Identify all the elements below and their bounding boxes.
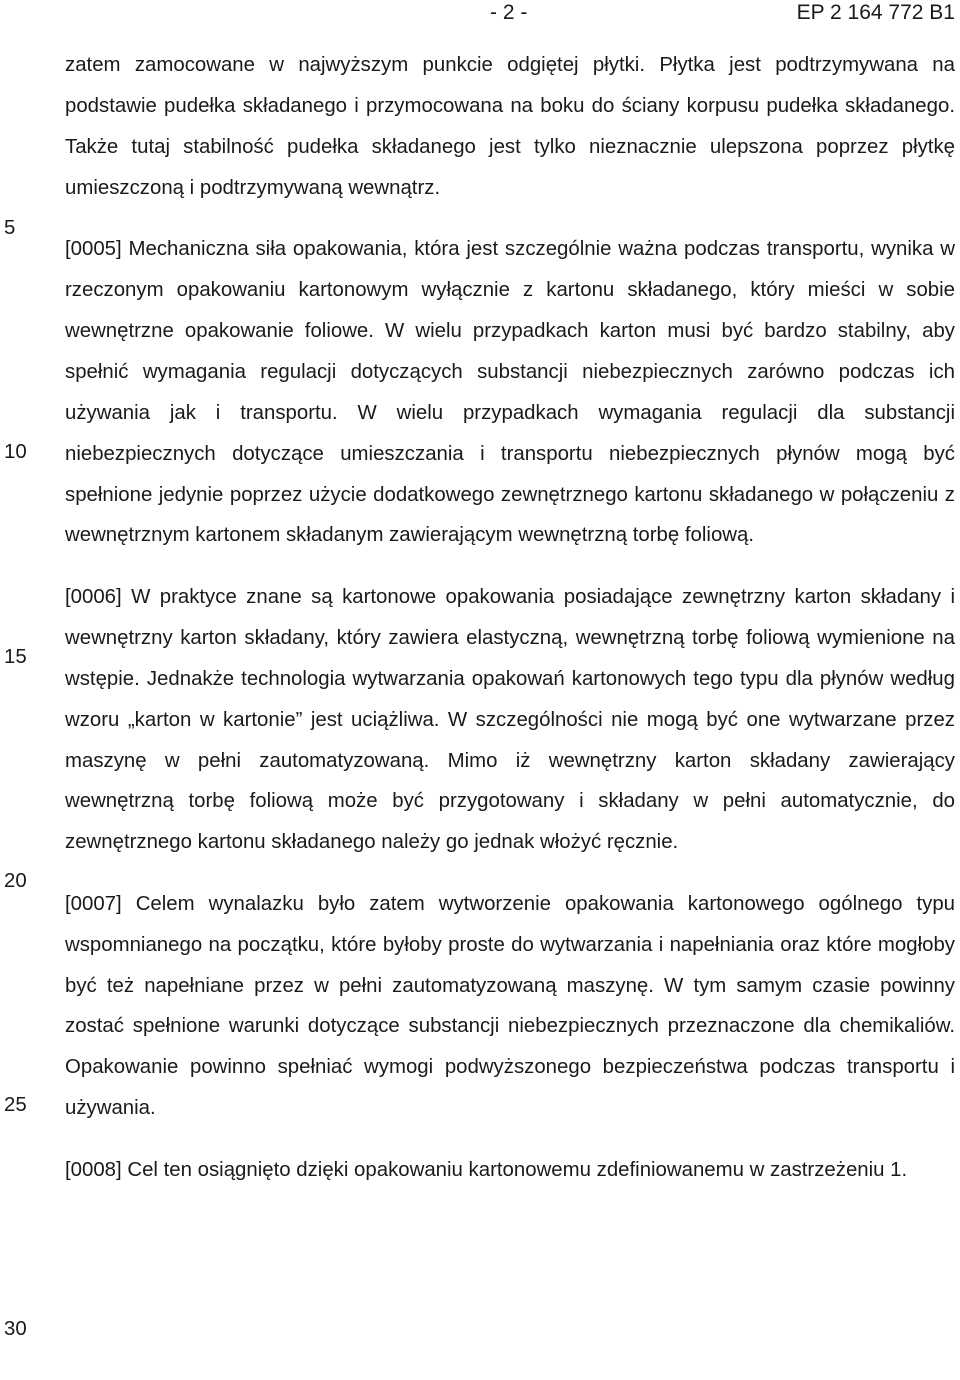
page-header [0,0,960,40]
page-number: - 2 - [490,1,528,24]
paragraph-0008: [0008] Cel ten osiągnięto dzięki opakowaniu kartonowemu zdefiniowanemu w zastrzeżeniu 1. [65,1158,908,1181]
paragraph-0007: [0007] Celem wynalazku było zatem wytworzenie opakowania kartonowego ogólnego typu wspomnianego na początku, które byłoby proste do wytwarzania i napełniania oraz które mogłoby być też napełniane przez w pełni zautomatyzowaną maszynę. W tym samym czasie powinny zostać spełnione warunki dotyczące substancji niebezpiecznych przeznaczone dla chemikaliów. Opakowanie powinno spełniać wymogi podwyższonego bezpieczeństwa podczas transportu i używania. [65,892,955,1120]
publication-number: EP 2 164 772 B1 [796,1,955,24]
line-number-5: 5 [4,217,16,239]
line-number-margin [0,0,40,1380]
line-number-25: 25 [4,1094,27,1116]
document-body [65,45,955,1211]
paragraph-0006: [0006] W praktyce znane są kartonowe opakowania posiadające zewnętrzny karton składany i wewnętrzny karton składany, który zawiera elastyczną, wewnętrzną torbę foliową wymienione na wstępie. Jednakże technologia wytwarzania opakowań kartonowych tego typu dla płynów według wzoru „karton w kartonie” jest uciążliwa. W szczególności nie mogą być one wytwarzane przez maszynę w pełni zautomatyzowaną. Mimo iż wewnętrzny karton składany zawierający wewnętrzną torbę foliową może być przygotowany i składany w pełni automatycznie, do zewnętrznego kartonu składanego należy go jednak włożyć ręcznie. [65,585,955,854]
line-number-30: 30 [4,1318,27,1340]
line-number-15: 15 [4,646,27,668]
paragraph-continuation: zatem zamocowane w najwyższym punkcie odgiętej płytki. Płytka jest podtrzymywana na podstawie pudełka składanego i przymocowana na boku do ściany korpusu pudełka składanego. Także tutaj stabilność pudełka składanego jest tylko nieznacznie ulepszona poprzez płytkę umieszczoną i podtrzymywaną wewnątrz. [65,54,955,199]
line-number-20: 20 [4,870,27,892]
paragraph-0005: [0005] Mechaniczna siła opakowania, która jest szczególnie ważna podczas transportu, wynika w rzeczonym opakowaniu kartonowym wyłącznie z kartonu składanego, który mieści w sobie wewnętrzne opakowanie foliowe. W wielu przypadkach karton musi być bardzo stabilny, aby spełnić wymagania regulacji dotyczących substancji niebezpiecznych zarówno podczas ich używania jak i transportu. W wielu przypadkach wymagania regulacji dla substancji niebezpiecznych dotyczące umieszczania i transportu niebezpiecznych płynów mogą być spełnione jedynie poprzez użycie dodatkowego zewnętrznego kartonu składanego w połączeniu z wewnętrznym kartonem składanym zawierającym wewnętrzną torbę foliową. [65,238,955,547]
line-number-10: 10 [4,441,27,463]
